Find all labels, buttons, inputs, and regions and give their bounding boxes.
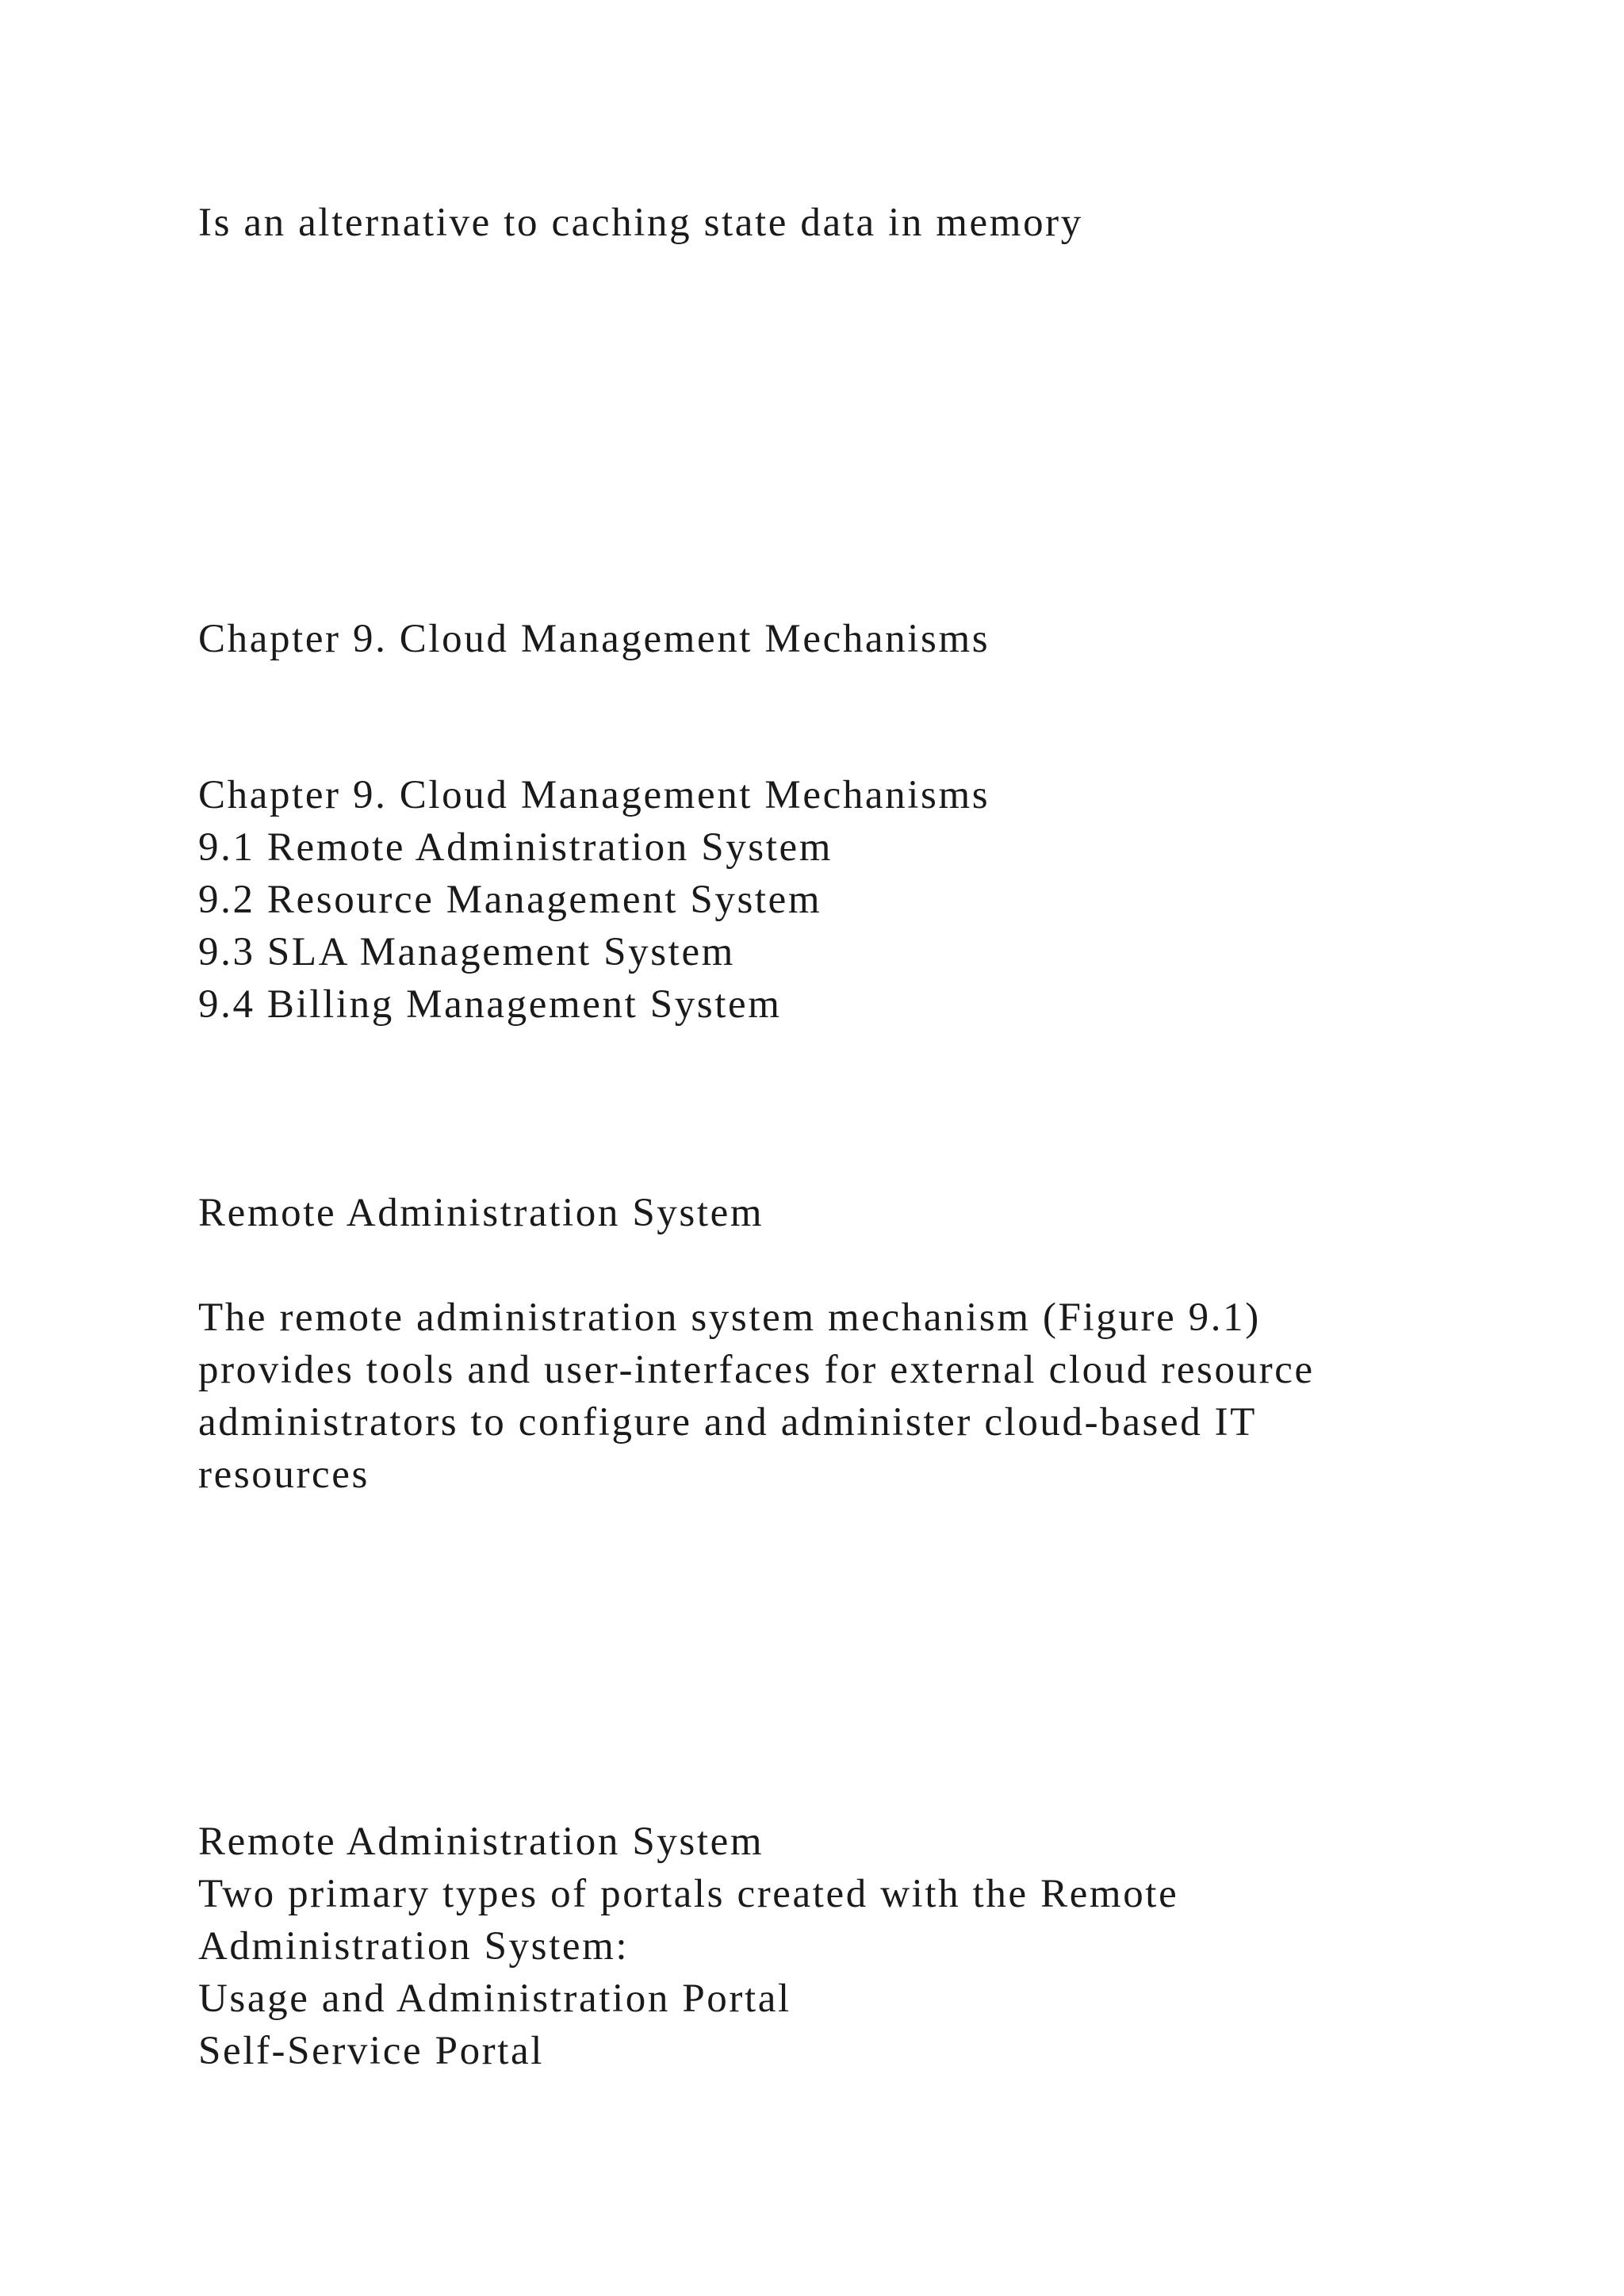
intro-text: Is an alternative to caching state data in memory	[198, 201, 1083, 245]
list-item: Usage and Administration Portal	[198, 1976, 791, 2021]
toc-item: 9.3 SLA Management System	[198, 930, 735, 974]
toc-item: 9.2 Resource Management System	[198, 878, 822, 922]
chapter-heading: Chapter 9. Cloud Management Mechanisms	[198, 617, 990, 661]
paragraph-line: Two primary types of portals created with the Remote	[198, 1872, 1179, 1916]
toc-item: 9.1 Remote Administration System	[198, 825, 833, 870]
paragraph-line: The remote administration system mechanism (Figure 9.1)	[198, 1295, 1261, 1340]
list-item: Self-Service Portal	[198, 2029, 545, 2073]
toc-title: Chapter 9. Cloud Management Mechanisms	[198, 773, 990, 817]
paragraph-line: Administration System:	[198, 1924, 630, 1969]
paragraph-line: administrators to configure and administer cloud-based IT	[198, 1400, 1258, 1445]
paragraph-line: provides tools and user-interfaces for external cloud resource	[198, 1348, 1315, 1392]
section-heading: Remote Administration System	[198, 1820, 764, 1864]
section-heading: Remote Administration System	[198, 1191, 764, 1235]
paragraph-line: resources	[198, 1452, 370, 1497]
toc-item: 9.4 Billing Management System	[198, 982, 782, 1027]
